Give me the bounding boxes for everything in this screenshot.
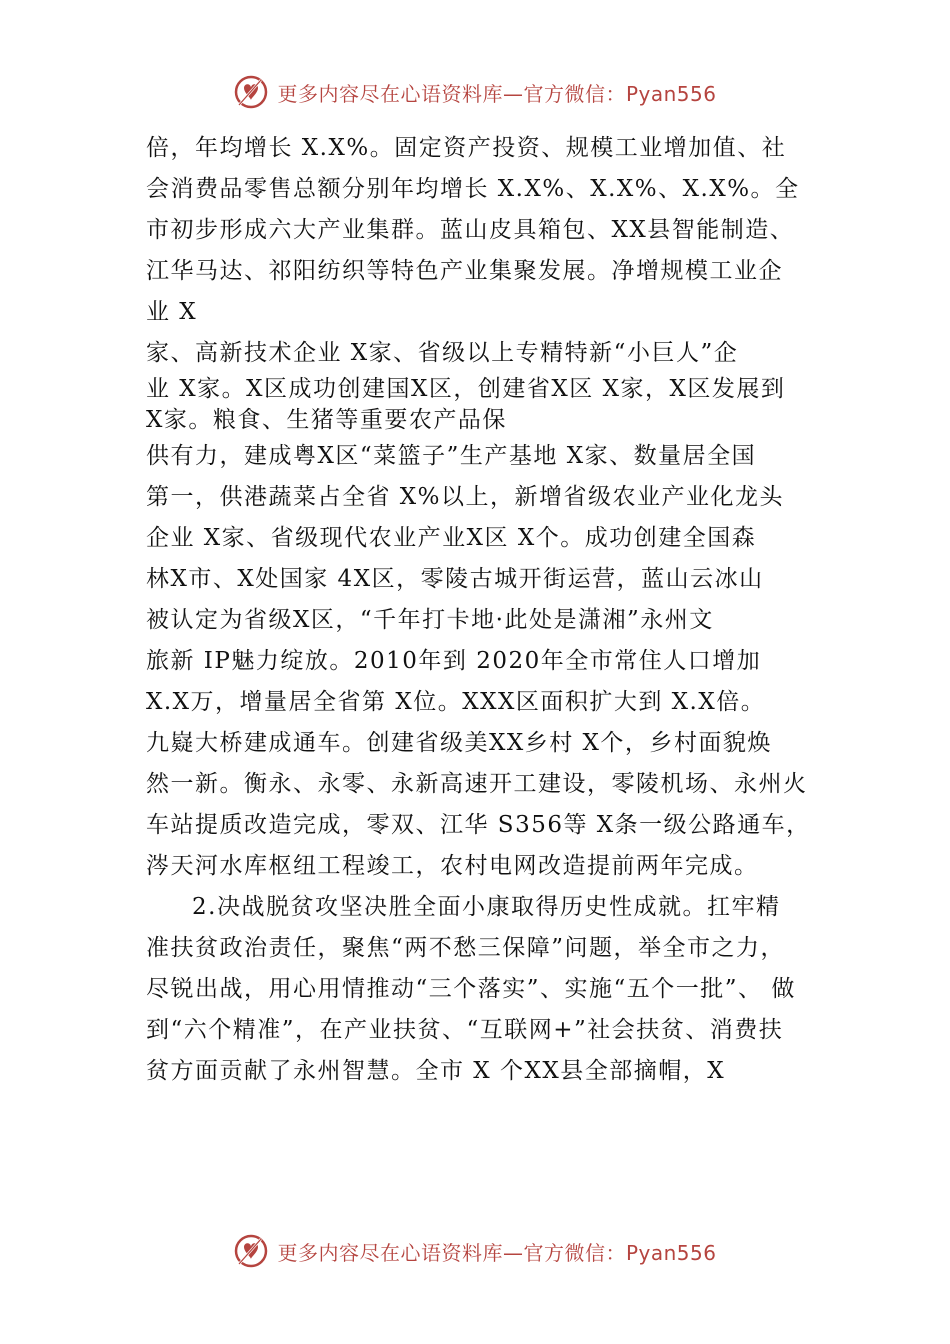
text-line: 倍，年均增长 X.X%。固定资产投资、规模工业增加值、社 — [146, 135, 787, 161]
document-body — [146, 128, 846, 1092]
heart-quill-logo-icon — [233, 1233, 269, 1269]
text-line: 贫方面贡献了永州智慧。全市 X 个XX县全部摘帽，X — [146, 1058, 726, 1084]
text-line: 被认定为省级X区，“千年打卡地·此处是潇湘”永州文 — [146, 607, 714, 633]
text-line: 业 X家。X区成功创建国X区，创建省X区 X家，X区发展到 — [146, 376, 786, 402]
text-line: 第一，供港蔬菜占全省 X%以上，新增省级农业产业化龙头 — [146, 484, 785, 510]
text-line: 准扶贫政治责任，聚焦“两不愁三保障”问题，举全市之力， — [146, 935, 786, 961]
text-line: 涔天河水库枢纽工程竣工，农村电网改造提前两年完成。 — [146, 853, 759, 879]
text-line: 然一新。衡永、永零、永新高速开工建设，零陵机场、永州火 — [146, 771, 808, 797]
text-line: 九嶷大桥建成通车。创建省级美XX乡村 X个，乡村面貌焕 — [146, 730, 772, 756]
text-line: 会消费品零售总额分别年均增长 X.X%、X.X%、X.X%。全 — [146, 176, 800, 202]
text-line: 到“六个精准”，在产业扶贫、“互联网+”社会扶贫、消费扶 — [146, 1017, 784, 1043]
text-line: 市初步形成六大产业集群。蓝山皮具箱包、XX县智能制造、 — [146, 217, 795, 243]
footer-watermark — [0, 1233, 950, 1269]
text-line: 林X市、X处国家 4X区，零陵古城开街运营，蓝山云冰山 — [146, 566, 764, 592]
heart-quill-logo-icon — [233, 74, 269, 110]
text-line: 车站提质改造完成，零双、江华 S356等 X条一级公路通车， — [146, 812, 811, 838]
text-line: 企业 X家、省级现代农业产业X区 X个。成功创建全国森 — [146, 525, 757, 551]
text-line: 江华马达、祁阳纺织等特色产业集聚发展。净增规模工业企 — [146, 258, 783, 284]
text-line: X.X万，增量居全省第 X位。XXX区面积扩大到 X.X倍。 — [146, 689, 766, 715]
text-line: 供有力，建成粤X区“菜篮子”生产基地 X家、数量居全国 — [146, 443, 757, 469]
watermark-text: 更多内容尽在心语资料库—官方微信：Pyan556 — [277, 1240, 717, 1265]
text-line: 家、高新技术企业 X家、省级以上专精特新“小巨人”企 — [146, 340, 739, 366]
header-watermark — [0, 74, 950, 110]
text-line: 旅新 IP魅力绽放。2010年到 2020年全市常住人口增加 — [146, 648, 762, 674]
section-heading-line: 2.决战脱贫攻坚决胜全面小康取得历史性成就。扛牢精 — [192, 894, 781, 920]
text-line: 尽锐出战，用心用情推动“三个落实”、实施“五个一批”、 做 — [146, 976, 796, 1002]
text-line: 业 X — [146, 299, 198, 325]
text-line: X家。粮食、生猪等重要农产品保 — [146, 407, 507, 433]
watermark-text: 更多内容尽在心语资料库—官方微信：Pyan556 — [277, 81, 717, 106]
